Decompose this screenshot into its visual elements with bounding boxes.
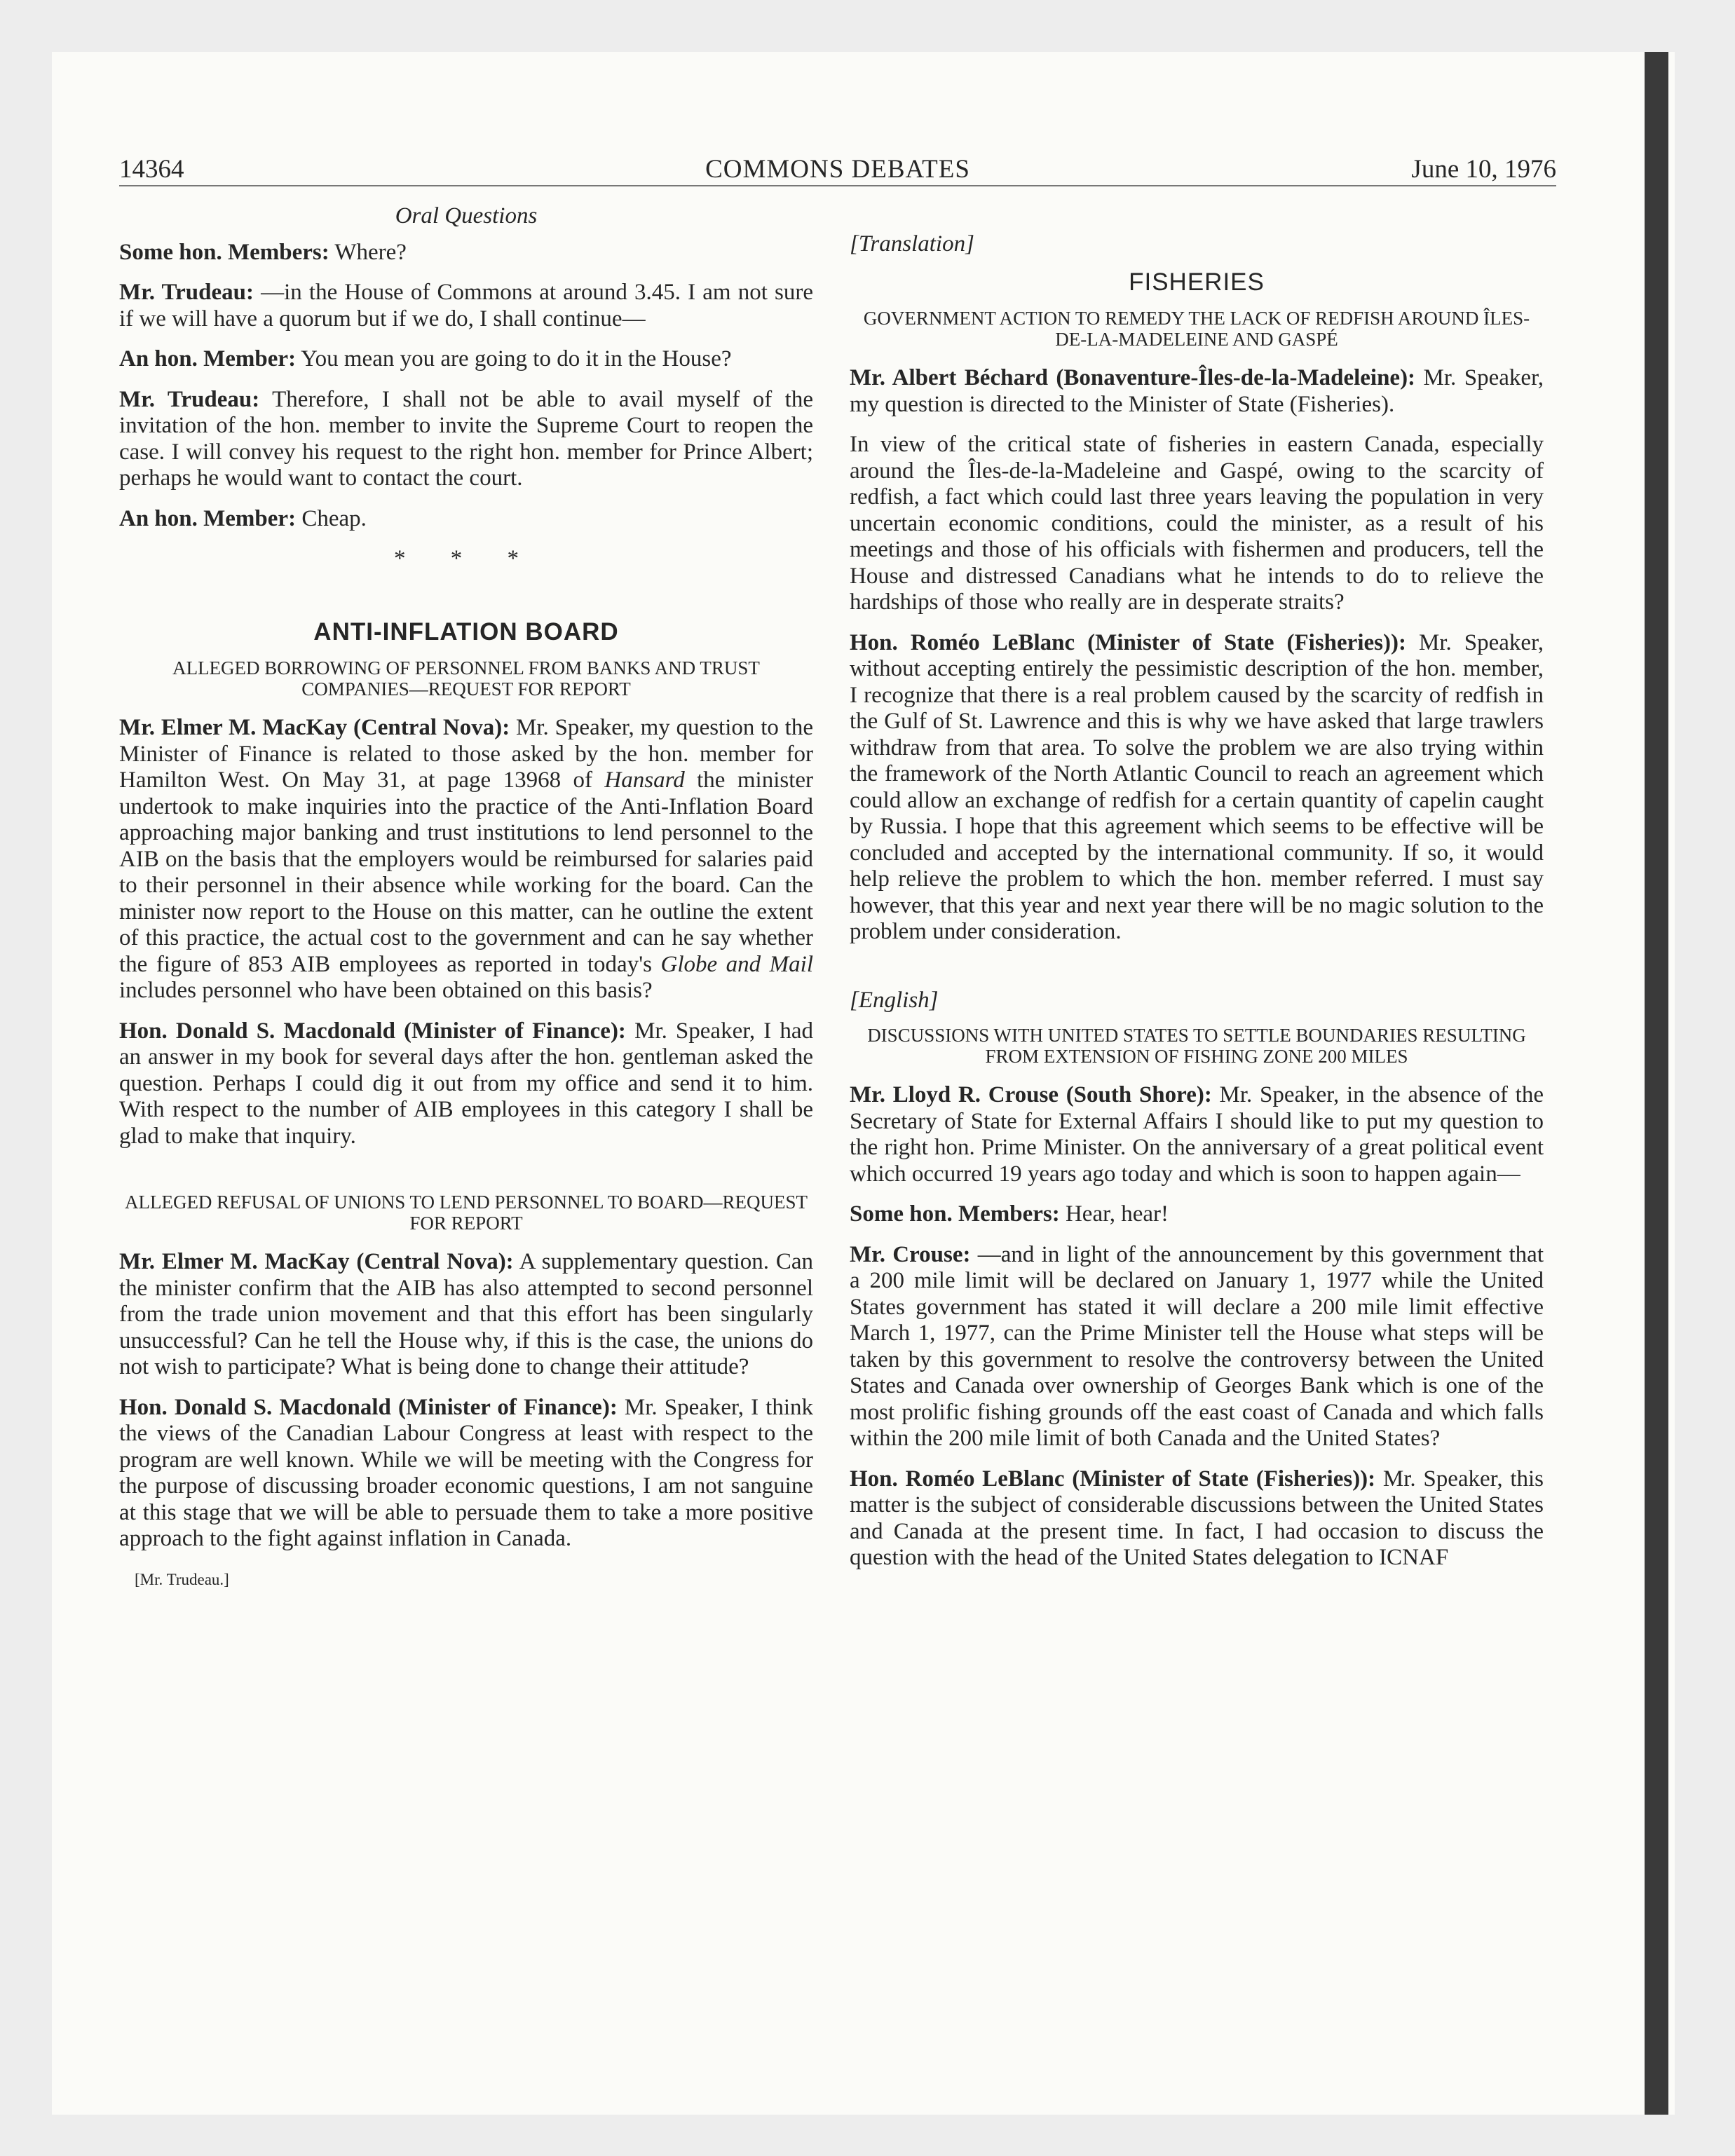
speaker-name: Mr. Trudeau:: [119, 280, 254, 305]
subheading: ALLEGED BORROWING OF PERSONNEL FROM BANKS AND TRUST COMPANIES—REQUEST FOR REPORT: [172, 657, 760, 700]
speech-text: Mr. Speaker, I had an answer in my book for several days after the hon. gentleman asked the question. Perhaps I could dig it out from my office and send it to him. With respect to the number of AIB employees in this category I shall be glad to make that inquiry.: [119, 1018, 814, 1149]
paragraph: [119, 506, 813, 533]
paragraph: [850, 365, 1544, 418]
speaker-name: Hon. Roméo LeBlanc (Minister of State (Fisheries)):: [850, 1466, 1376, 1492]
page-edge-shadow: [1645, 52, 1668, 2115]
paragraph: [850, 630, 1544, 946]
speaker-name: Mr. Crouse:: [850, 1241, 971, 1267]
paragraph: [119, 715, 813, 1004]
speaker-name: Some hon. Members:: [119, 239, 329, 265]
footer-note: [Mr. Trudeau.]: [135, 1570, 229, 1588]
speaker-name: An hon. Member:: [119, 346, 297, 371]
speech-text: includes personnel who have been obtained on this basis?: [119, 978, 653, 1003]
speaker-name: Hon. Roméo LeBlanc (Minister of State (Fisheries)):: [850, 629, 1406, 655]
right-column: [850, 231, 1544, 1585]
paragraph: [119, 240, 813, 266]
paragraph: [119, 1395, 813, 1553]
speech-text: Mr. Speaker, in the absence of the Secretary of State for External Affairs I should like to put my question to the right hon. Prime Minister. On the anniversary of a great political event which occurred 19 years ago today and which is soon to happen again—: [850, 1082, 1544, 1187]
language-tag: [Translation]: [850, 231, 974, 257]
speech-text: Mr. Speaker, this matter is the subject of considerable discussions between the United States and Canada at the present time. In fact, I had occasion to discuss the question with the head of the United States delegation to ICNAF: [850, 1466, 1544, 1570]
speech-text: —and in light of the announcement by this government that a 200 mile limit will be declared on January 1, 1977 while the United States government has stated it will declare a 200 mile limit effective March 1, 1977, can the Prime Minister tell the House what steps will be taken by this government to resolve the controversy between the United States and Canada over ownership of Georges Bank which is one of the most prolific fishing grounds off the east coast of Canada and which falls within the 200 mile limit of both Canada and the United States?: [850, 1241, 1544, 1451]
heading-fisheries: FISHERIES: [1129, 268, 1265, 296]
paragraph: [850, 432, 1544, 616]
speech-text: A supplementary question. Can the minister confirm that the AIB has also attempted to second personnel from the trade union movement and that this effort has been singularly unsuccessful? Can he tell the House why, if this is the case, the unions do not wish to participate? What is being done to change their attitude?: [119, 1249, 814, 1379]
speaker-name: Hon. Donald S. Macdonald (Minister of Finance):: [119, 1018, 626, 1044]
speech-text: the minister undertook to make inquiries into the practice of the Anti-Inflation Board approaching major banking and trust institutions to lend personnel to the AIB on the basis that the employers would be reimbursed for salaries paid to their personnel in their absence while working for the board. Can the minister now report to the House on this matter, can he outline the extent of this practice, the actual cost to the government and can he say whether the figure of 853 AIB employees as reported in today's: [119, 767, 814, 977]
speech-text: —in the House of Commons at around 3.45. I am not sure if we will have a quorum but if we do, I shall continue—: [119, 280, 814, 332]
speech-text: Therefore, I shall not be able to avail myself of the invitation of the hon. member to invite the Supreme Court to reopen the case. I will convey his request to the right hon. member for Prince Albert; perhaps he would want to contact the court.: [119, 386, 813, 491]
paragraph: [850, 1242, 1544, 1452]
left-column: [119, 203, 813, 1592]
subheading: GOVERNMENT ACTION TO REMEDY THE LACK OF REDFISH AROUND ÎLES-DE-LA-MADELEINE AND GASPÉ: [863, 308, 1530, 350]
speech-text: Cheap.: [301, 505, 367, 531]
speech-text: Mr. Speaker, without accepting entirely the pessimistic description of the hon. member, I recognize that there is a real problem caused by the scarcity of redfish in the Gulf of St. Lawrence and this is why we have asked that large trawlers withdraw from that area. To solve the problem we are also trying within the framework of the North Atlantic Council to reach an agreement which could allow an exchange of redfish for a certain quantity of capelin caught by Russia. I hope that this agreement which seems to be effective will be concluded and accepted by the international community. If so, it would help relieve the problem to which the hon. member referred. I must say however, that this year and next year there will be no magic solution to the problem under consideration.: [850, 629, 1544, 944]
subheading: ALLEGED REFUSAL OF UNIONS TO LEND PERSONNEL TO BOARD—REQUEST FOR REPORT: [124, 1192, 808, 1234]
paragraph: [119, 1018, 813, 1150]
paragraph: [850, 1201, 1544, 1228]
speaker-name: Mr. Lloyd R. Crouse (South Shore):: [850, 1082, 1212, 1107]
paragraph: [119, 1249, 813, 1381]
speaker-name: Mr. Elmer M. MacKay (Central Nova):: [119, 715, 510, 740]
speech-text: Mr. Speaker, my question is directed to the Minister of State (Fisheries).: [850, 365, 1544, 417]
speech-text: You mean you are going to do it in the House?: [301, 346, 732, 371]
speech-text: Mr. Speaker, I think the views of the Canadian Labour Congress at least with respect to the program are well known. While we will be meeting with the Congress for the purpose of discussing broader economic questions, I am not sanguine at this stage that we will be able to persuade them to take a more positive approach to the fight against inflation in Canada.: [119, 1394, 813, 1551]
paragraph: [119, 387, 813, 492]
issue-date: June 10, 1976: [1411, 155, 1556, 184]
speaker-name: Mr. Trudeau:: [119, 386, 260, 412]
paragraph: [850, 1082, 1544, 1187]
speaker-name: Hon. Donald S. Macdonald (Minister of Finance):: [119, 1394, 618, 1420]
publication-title: COMMONS DEBATES: [705, 155, 970, 184]
paragraph: [850, 1466, 1544, 1571]
speech-text: In view of the critical state of fisheries in eastern Canada, especially around the Îles-de-la-Madeleine and Gaspé, owing to the scarcity of redfish, a fact which could last three years leaving the population in very uncertain economic conditions, could the minister, as a result of his meetings and those of his officials with fishermen and producers, tell the House and distressed Canadians what he intends to do to relieve the hardships of those who really are in desperate straits?: [850, 432, 1544, 615]
page-number: 14364: [119, 155, 184, 184]
speaker-name: Mr. Albert Béchard (Bonaventure-Îles-de-la-Madeleine):: [850, 365, 1416, 390]
section-label: Oral Questions: [395, 203, 538, 228]
heading-anti-inflation-board: ANTI-INFLATION BOARD: [313, 618, 619, 646]
language-tag: [English]: [850, 987, 939, 1013]
paragraph: [119, 280, 813, 332]
italic-title: Hansard: [604, 767, 685, 793]
subheading: DISCUSSIONS WITH UNITED STATES TO SETTLE BOUNDARIES RESULTING FROM EXTENSION OF FISHING ZONE 200 MILES: [867, 1025, 1526, 1067]
paragraph: [119, 346, 813, 373]
speech-text: Mr. Speaker, my question to the Minister of Finance is related to those asked by the hon. member for Hamilton West. On May 31, at page 13968 of: [119, 715, 813, 793]
section-divider: * * *: [394, 546, 538, 571]
speech-text: Hear, hear!: [1065, 1201, 1169, 1227]
speech-text: Where?: [334, 239, 407, 265]
page-header: [119, 154, 1556, 186]
speaker-name: Some hon. Members:: [850, 1201, 1060, 1227]
speaker-name: Mr. Elmer M. MacKay (Central Nova):: [119, 1249, 514, 1274]
speaker-name: An hon. Member:: [119, 505, 297, 531]
italic-title: Globe and Mail: [660, 951, 814, 977]
